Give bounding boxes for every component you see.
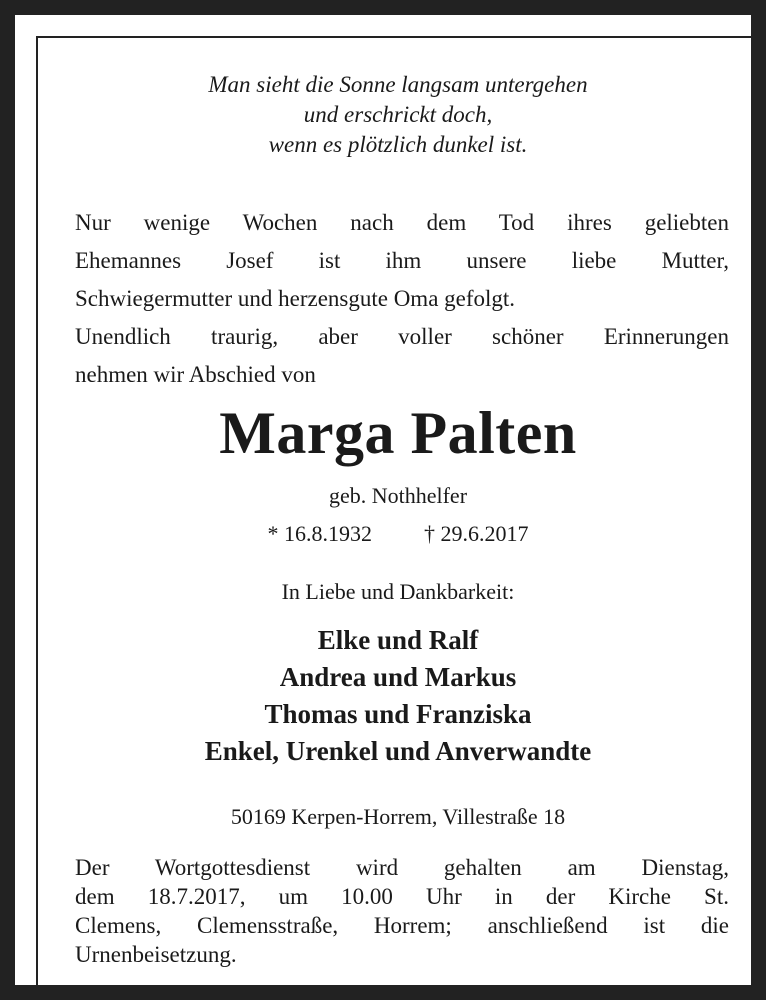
- intro-line: Unendlich traurig, aber voller schöner Erinnerungen: [75, 324, 729, 349]
- service-line: Der Wortgottesdienst wird gehalten am Dienstag,: [75, 855, 729, 880]
- poem-line: wenn es plötzlich dunkel ist.: [268, 132, 528, 157]
- intro-line: Nur wenige Wochen nach dem Tod ihres geliebten: [75, 210, 729, 235]
- family-member: Elke und Ralf: [317, 625, 479, 655]
- life-dates: [38, 520, 758, 548]
- family-member: Enkel, Urenkel und Anverwandte: [204, 736, 592, 766]
- family-member: Andrea und Markus: [279, 662, 517, 692]
- birth-date: * 16.8.1932: [267, 521, 372, 546]
- intro-text: [75, 204, 729, 394]
- service-line: dem 18.7.2017, um 10.00 Uhr in der Kirche St.: [75, 884, 729, 909]
- intro-line: Schwiegermutter und herzensgute Oma gefolgt.: [75, 286, 516, 311]
- deceased-name: Marga Palten: [219, 400, 577, 466]
- poem-line: und erschrickt doch,: [303, 102, 493, 127]
- intro-line: nehmen wir Abschied von: [75, 362, 316, 387]
- maiden-name: geb. Nothhelfer: [328, 483, 468, 508]
- death-date: † 29.6.2017: [424, 521, 529, 546]
- thanks-line: In Liebe und Dankbarkeit:: [281, 579, 515, 604]
- family-list: [38, 622, 758, 770]
- poem: [38, 70, 758, 160]
- family-member: Thomas und Franziska: [264, 699, 532, 729]
- intro-line: Ehemannes Josef ist ihm unsere liebe Mutter,: [75, 248, 729, 273]
- poem-line: Man sieht die Sonne langsam untergehen: [208, 72, 588, 97]
- service-line: Urnenbeisetzung.: [75, 942, 237, 967]
- service-info: [75, 853, 729, 969]
- service-line: Clemens, Clemensstraße, Horrem; anschließend ist die: [75, 913, 729, 938]
- address: 50169 Kerpen-Horrem, Villestraße 18: [230, 804, 566, 829]
- inner-frame: [36, 36, 760, 994]
